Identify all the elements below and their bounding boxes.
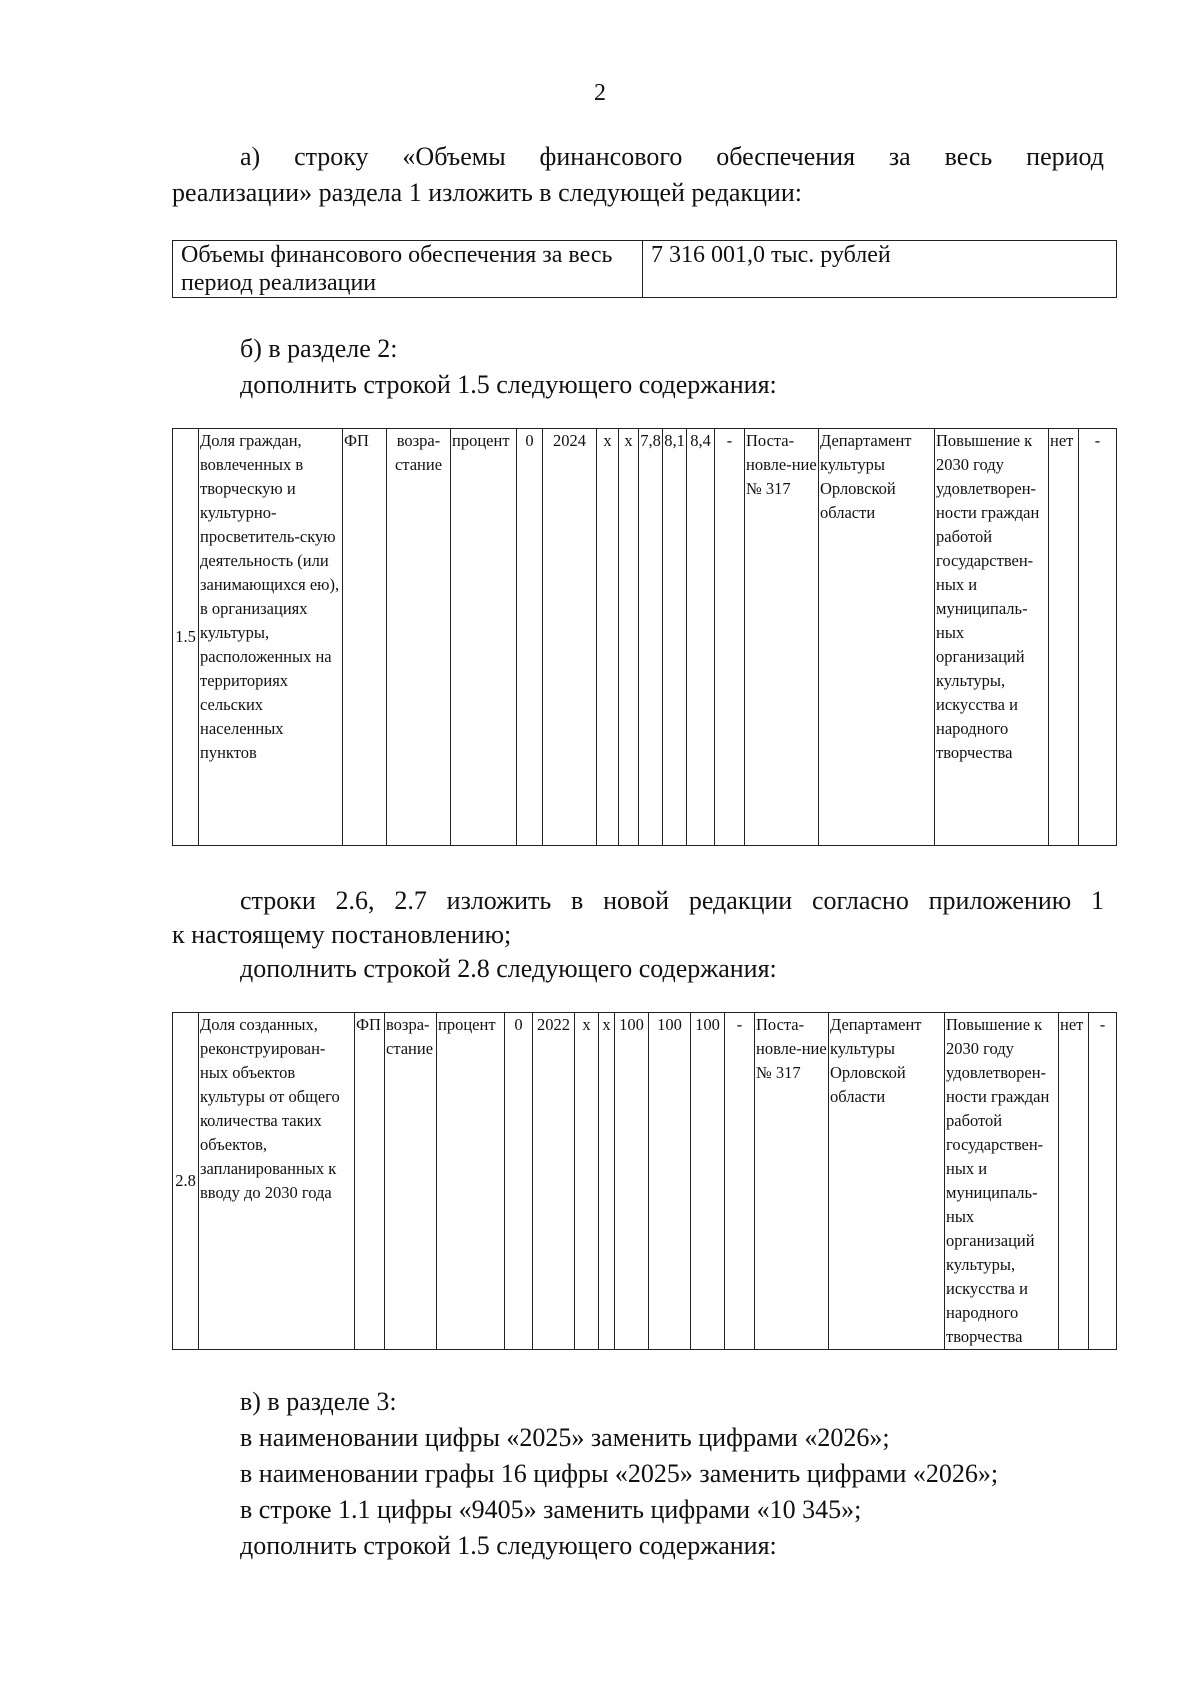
- indicator-direction: возра-стание: [387, 429, 451, 846]
- value-cell: х: [575, 1013, 599, 1350]
- table-row: [173, 1013, 1117, 1350]
- value-cell: х: [599, 1013, 615, 1350]
- paragraph-c-line1: в) в разделе 3:: [240, 1387, 397, 1416]
- indicator-unit: процент: [451, 429, 517, 846]
- value-cell: 8,4: [687, 429, 715, 846]
- responsible-department: Департамент культуры Орловской области: [819, 429, 935, 846]
- paragraph-lines-line1: строки 2.6, 2.7 изложить в новой редакции согласно приложению 1: [240, 886, 1104, 915]
- value-cell: -: [715, 429, 745, 846]
- indicator-table-2-8: [172, 1012, 1117, 1350]
- base-year: 2022: [533, 1013, 575, 1350]
- document-reference: Поста-новле-ние № 317: [745, 429, 819, 846]
- paragraph-b-line1: б) в разделе 2:: [240, 334, 398, 363]
- value-cell: 7,8: [639, 429, 663, 846]
- paragraph-c-line5: дополнить строкой 1.5 следующего содержания:: [240, 1531, 777, 1560]
- paragraph-lines-line2: к настоящему постановлению;: [172, 920, 512, 949]
- last-cell: -: [1079, 429, 1117, 846]
- indicator-type: ФП: [355, 1013, 385, 1350]
- indicator-name: Доля граждан, вовлеченных в творческую и культурно-просветитель-скую деятельность (или занимающихся ею), в организациях культуры, расположенных на территориях сельских населенных пунктов: [199, 429, 343, 846]
- value-cell: 100: [691, 1013, 725, 1350]
- paragraph-b-line2: дополнить строкой 1.5 следующего содержания:: [240, 370, 777, 399]
- paragraph-c-line3: в наименовании графы 16 цифры «2025» заменить цифрами «2026»;: [240, 1459, 999, 1488]
- responsible-department: Департамент культуры Орловской области: [829, 1013, 945, 1350]
- value-cell: 100: [615, 1013, 649, 1350]
- financing-value: 7 316 001,0 тыс. рублей: [643, 241, 1117, 298]
- base-value: 0: [517, 429, 543, 846]
- paragraph-a-line2: реализации» раздела 1 изложить в следующей редакции:: [172, 178, 802, 207]
- indicator-type: ФП: [343, 429, 387, 846]
- indicator-name: Доля созданных, реконструирован-ных объектов культуры от общего количества таких объектов, запланированных к вводу до 2030 года: [199, 1013, 355, 1350]
- value-cell: 8,1: [663, 429, 687, 846]
- paragraph-c-line4: в строке 1.1 цифры «9405» заменить цифрами «10 345»;: [240, 1495, 862, 1524]
- last-cell: -: [1089, 1013, 1117, 1350]
- flag-cell: нет: [1059, 1013, 1089, 1350]
- goal-link: Повышение к 2030 году удовлетворен-ности граждан работой государствен-ных и муниципаль-ных организаций культуры, искусства и народного творчества: [945, 1013, 1059, 1350]
- page-number: 2: [594, 80, 606, 106]
- paragraph-lines-line3: дополнить строкой 2.8 следующего содержания:: [240, 954, 777, 983]
- goal-link: Повышение к 2030 году удовлетворен-ности граждан работой государствен-ных и муниципаль-ных организаций культуры, искусства и народного творчества: [935, 429, 1049, 846]
- table-row: [173, 429, 1117, 846]
- value-cell: 100: [649, 1013, 691, 1350]
- base-year: 2024: [543, 429, 597, 846]
- flag-cell: нет: [1049, 429, 1079, 846]
- paragraph-c-line2: в наименовании цифры «2025» заменить цифрами «2026»;: [240, 1423, 890, 1452]
- value-cell: х: [597, 429, 619, 846]
- document-reference: Поста-новле-ние № 317: [755, 1013, 829, 1350]
- financing-label: Объемы финансового обеспечения за весь период реализации: [173, 241, 643, 298]
- financing-table: [172, 240, 1117, 298]
- indicator-table-1-5: [172, 428, 1117, 846]
- base-value: 0: [505, 1013, 533, 1350]
- paragraph-a-line1: а) строку «Объемы финансового обеспечения за весь период: [240, 142, 1104, 171]
- row-number: 1.5: [173, 429, 199, 846]
- value-cell: х: [619, 429, 639, 846]
- indicator-unit: процент: [437, 1013, 505, 1350]
- indicator-direction: возра-стание: [385, 1013, 437, 1350]
- row-number: 2.8: [173, 1013, 199, 1350]
- value-cell: -: [725, 1013, 755, 1350]
